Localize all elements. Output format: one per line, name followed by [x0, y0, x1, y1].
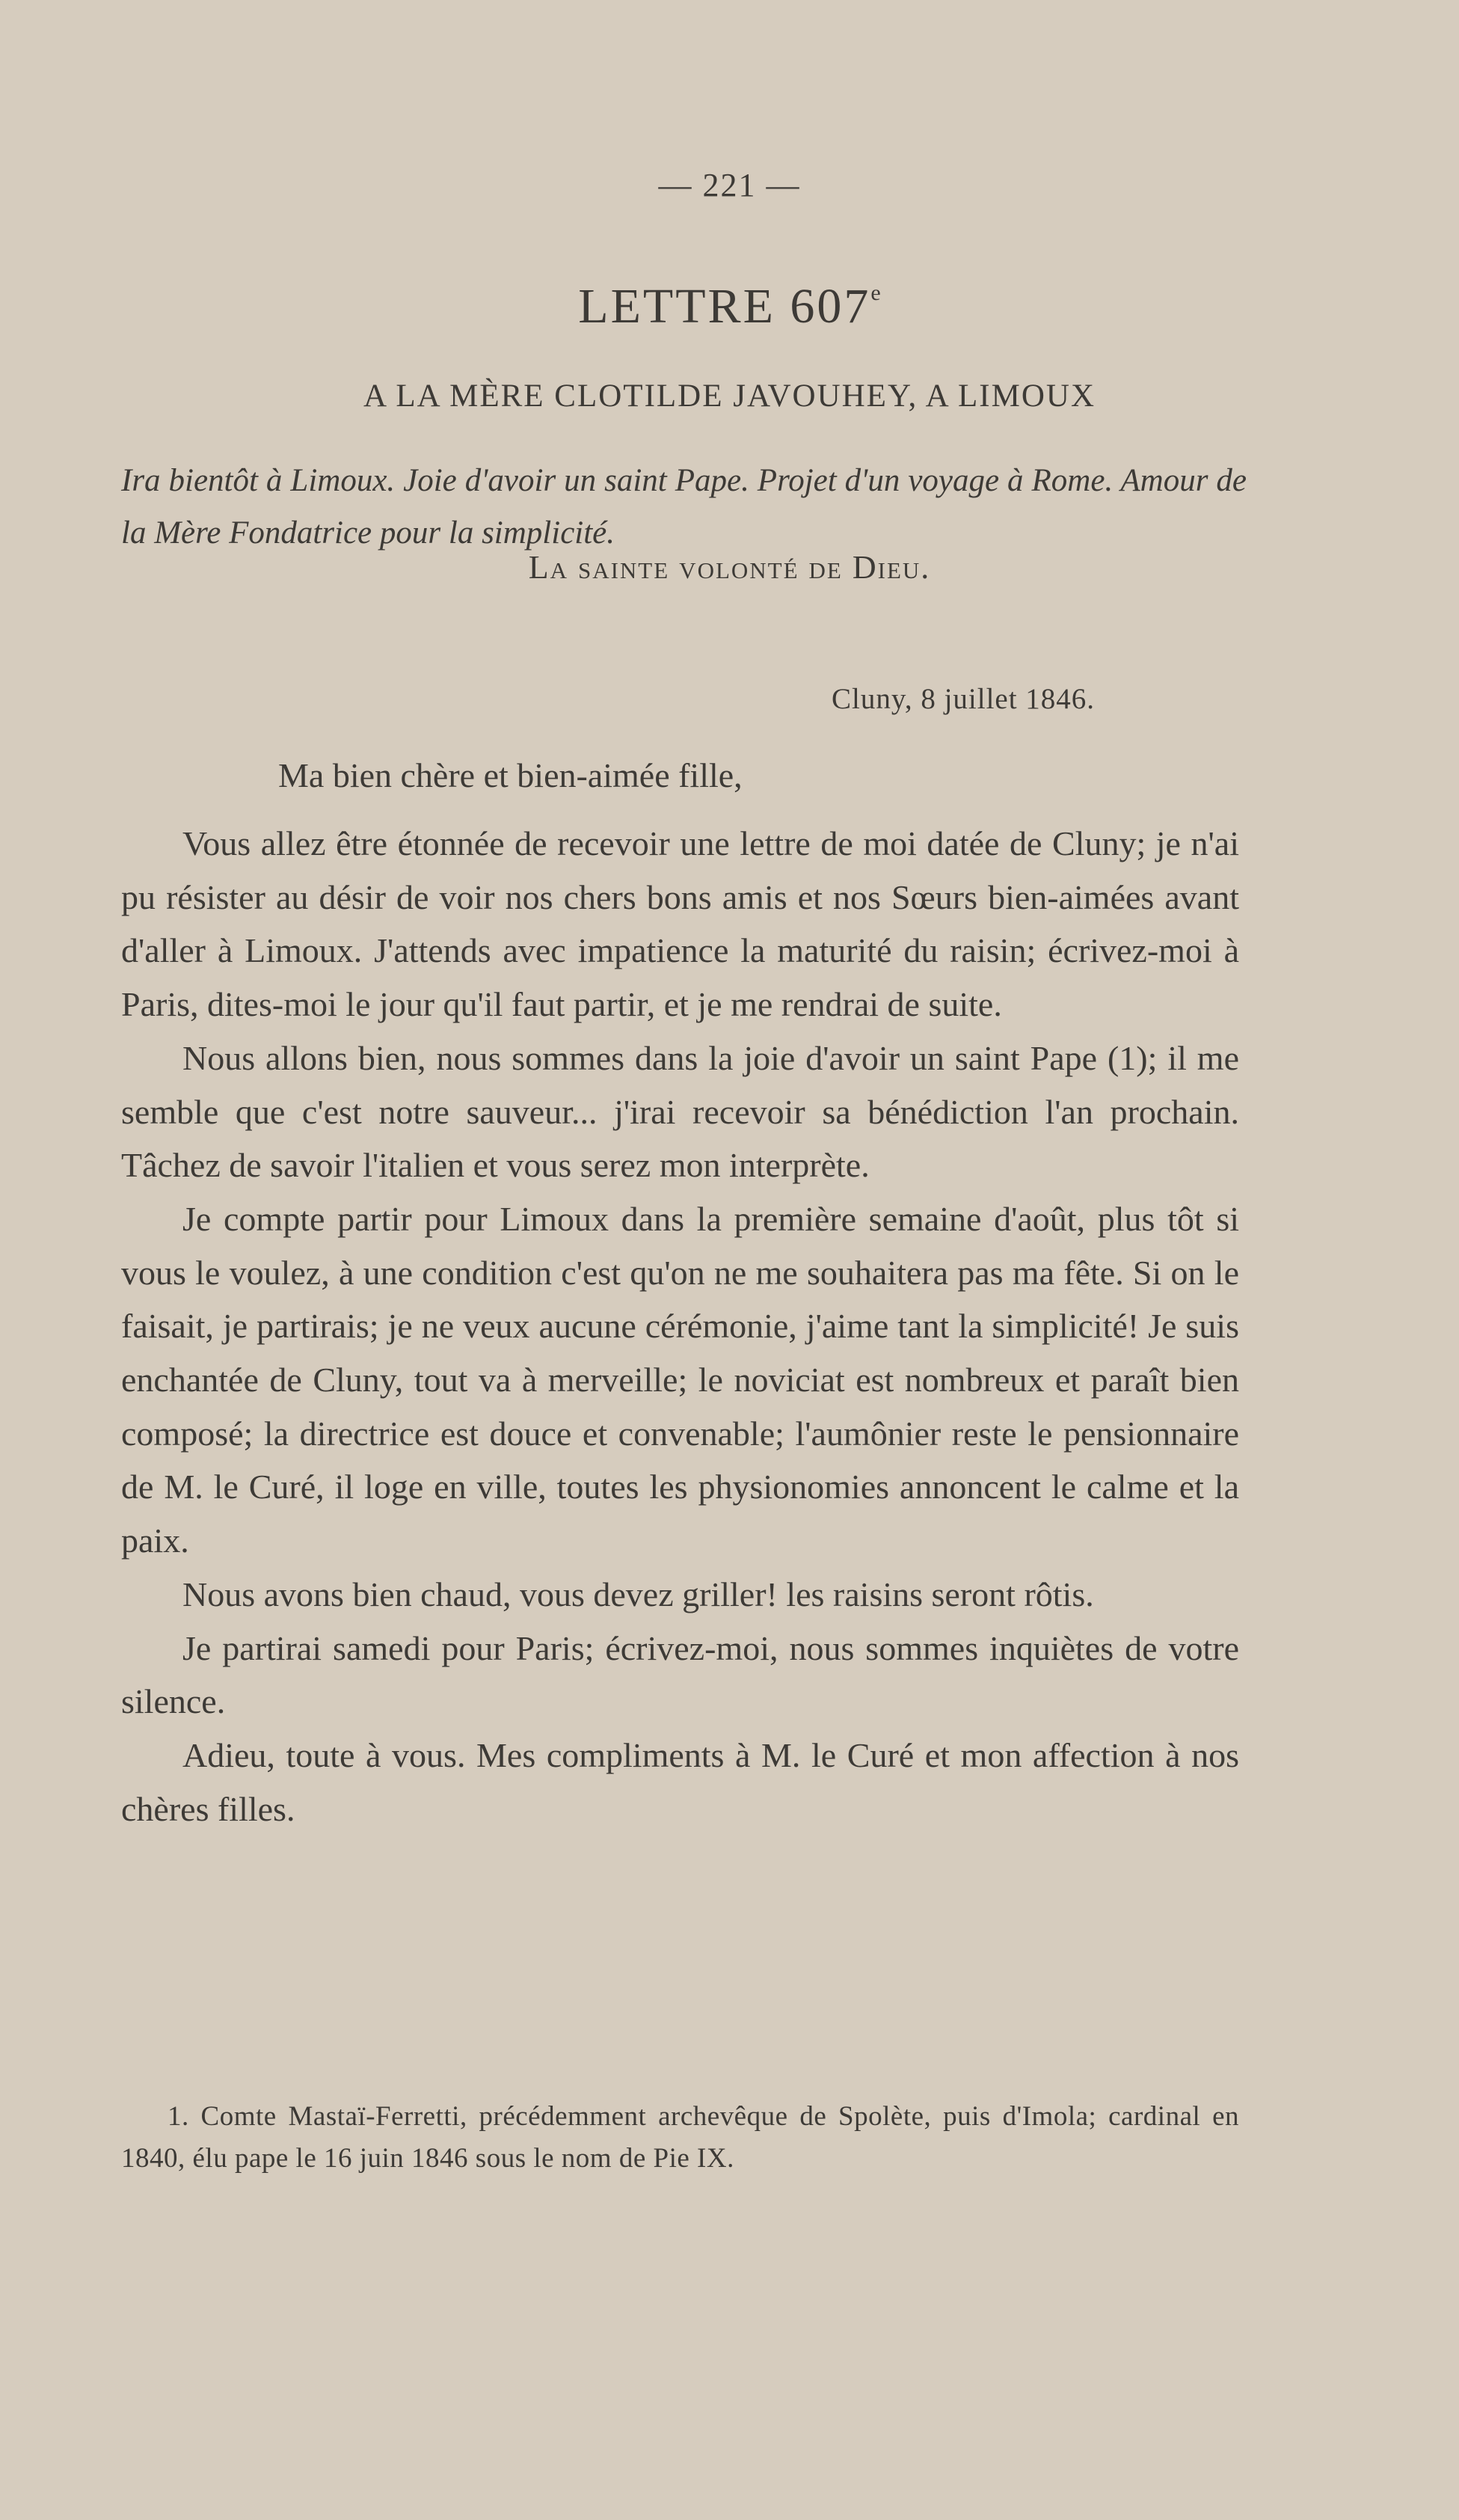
- letter-title: [0, 278, 1459, 335]
- letter-paragraph: Nous avons bien chaud, vous devez griller! les raisins seront rôtis.: [182, 1575, 1094, 1613]
- footnote: 1. Comte Mastaï-Ferretti, précédemment archevêque de Spolète, puis d'Imola; cardinal en 1840, élu pape le 16 juin 1846 sous le nom de Pie IX.: [121, 2101, 1239, 2174]
- letter-addressee: A LA MÈRE CLOTILDE JAVOUHEY, A LIMOUX: [363, 378, 1096, 414]
- letter-date: Cluny, 8 juillet 1846.: [832, 683, 1096, 715]
- letter-paragraph: Vous allez être étonnée de recevoir une lettre de moi datée de Cluny; je n'ai pu résister au désir de voir nos chers bons amis et nos Sœurs bien-aimées avant d'aller à Limoux. J'attends avec impatience la maturité du raisin; écrivez-moi à Paris, dites-moi le jour qu'il faut partir, et je me rendrai de suite.: [121, 824, 1239, 1024]
- letter-summary: Ira bientôt à Limoux. Joie d'avoir un saint Pape. Projet d'un voyage à Rome. Amour de la Mère Fondatrice pour la simplicité.: [121, 463, 1247, 551]
- letter-paragraph: Nous allons bien, nous sommes dans la joie d'avoir un saint Pape (1); il me semble que c'est notre sauveur... j'irai recevoir sa bénédiction l'an prochain. Tâchez de savoir l'italien et vous serez mon interprète.: [121, 1038, 1239, 1185]
- page-number: — 221 —: [658, 167, 801, 203]
- letter-title-text: LETTRE 607: [578, 279, 871, 334]
- letter-title-sup: e: [870, 280, 881, 305]
- letter-motto: La sainte volonté de Dieu.: [528, 549, 931, 586]
- letter-body: [121, 817, 1239, 1836]
- letter-paragraph: Adieu, toute à vous. Mes compliments à M. le Curé et mon affection à nos chères filles.: [121, 1735, 1239, 1828]
- letter-paragraph: Je partirai samedi pour Paris; écrivez-moi, nous sommes inquiètes de votre silence.: [121, 1628, 1239, 1721]
- letter-salutation: Ma bien chère et bien-aimée fille,: [278, 756, 743, 794]
- letter-paragraph: Je compte partir pour Limoux dans la première semaine d'août, plus tôt si vous le voulez, à une condition c'est qu'on ne me souhaitera pas ma fête. Si on le faisait, je partirais; je ne veux aucune cérémonie, j'aime tant la simplicité! Je suis enchantée de Cluny, tout va à merveille; le noviciat est nombreux et paraît bien composé; la directrice est douce et convenable; l'aumônier reste le pensionnaire de M. le Curé, il loge en ville, toutes les physionomies annoncent le calme et la paix.: [121, 1199, 1239, 1560]
